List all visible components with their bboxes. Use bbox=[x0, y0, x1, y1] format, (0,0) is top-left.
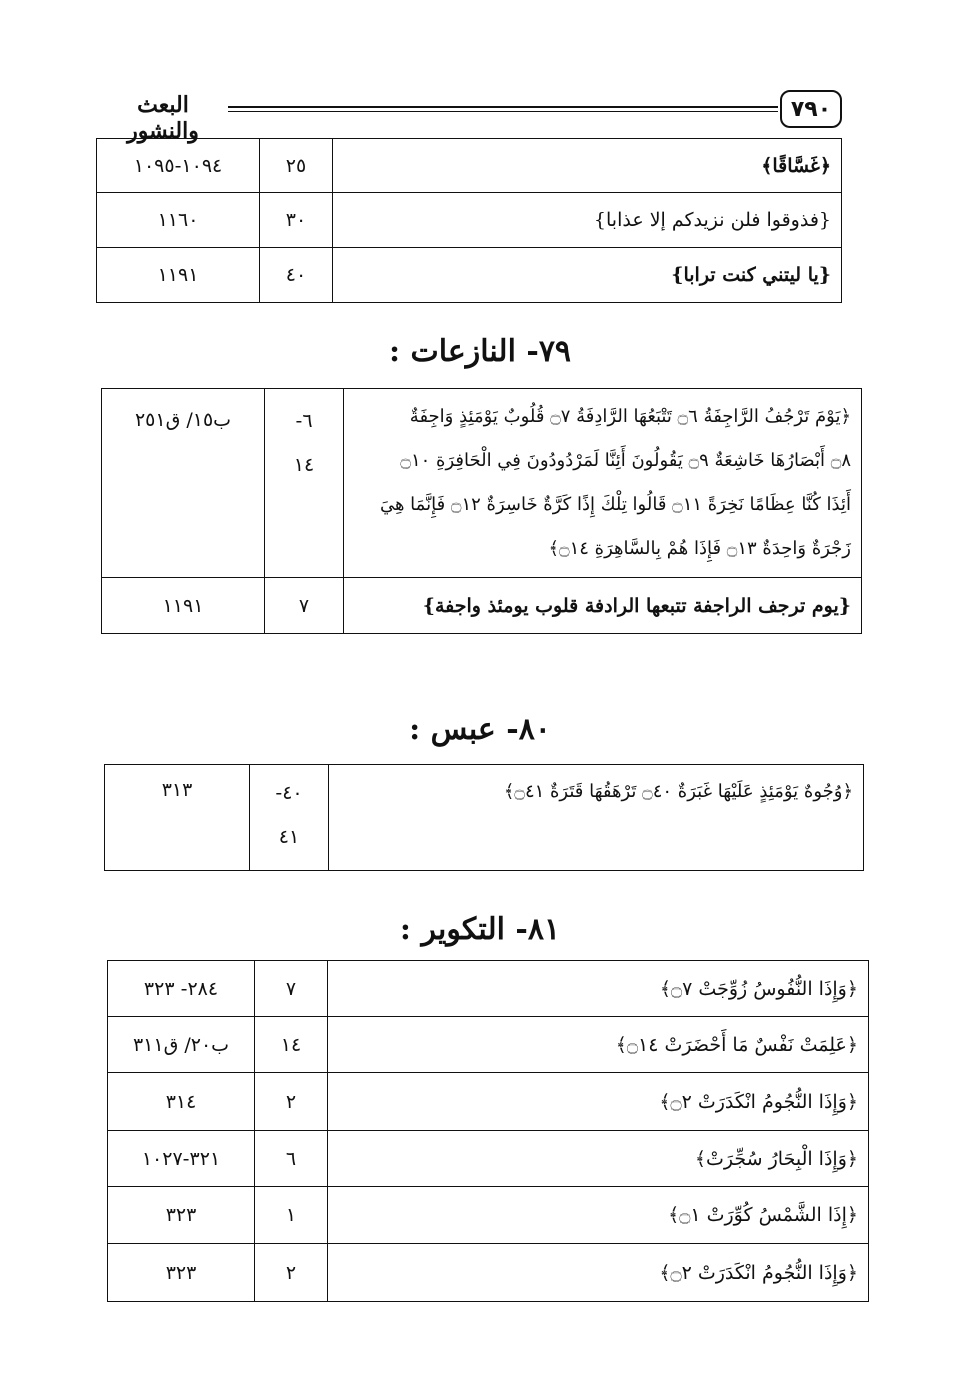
page-reference: ٣١٤ bbox=[108, 1073, 255, 1131]
table-row bbox=[102, 389, 862, 578]
page-reference: ب٢٠/ ق٣١١ bbox=[108, 1017, 255, 1073]
page-reference: ٣٢٣ bbox=[108, 1187, 255, 1244]
quote-text: {فذوقوا فلن نزيدكم إلا عذابا} bbox=[333, 193, 842, 248]
page-reference: ١١٩١ bbox=[97, 248, 260, 303]
verse-number: ٦- bbox=[295, 410, 313, 432]
quran-passage bbox=[344, 389, 862, 578]
verse-number: ٧ bbox=[265, 578, 344, 634]
table-row bbox=[102, 578, 862, 634]
table-section-80 bbox=[104, 764, 864, 871]
table-section-81 bbox=[107, 960, 869, 1302]
passage-line: زَجْرَةٌ وَاحِدَةٌ ۝١٣ فَإِذَا هُمْ بِالسَّاهِرَةِ ۝١٤﴾ bbox=[548, 538, 851, 559]
table-row bbox=[108, 1131, 869, 1187]
page-reference: ٢٨٤- ٣٢٣ bbox=[108, 961, 255, 1017]
quran-verse: ﴿وَإِذَا النُّجُومُ انْكَدَرَتْ ۝٢﴾ bbox=[328, 1244, 869, 1302]
table-row bbox=[108, 1017, 869, 1073]
quran-verse: ﴿وَإِذَا النُّجُومُ انْكَدَرَتْ ۝٢﴾ bbox=[328, 1073, 869, 1131]
book-title: البعث والنشور bbox=[127, 92, 199, 144]
page-reference: ١١٦٠ bbox=[97, 193, 260, 248]
verse-number: ٦ bbox=[255, 1131, 328, 1187]
section-heading-80: ٨٠- عبس : bbox=[409, 712, 551, 747]
verse-number: ٢ bbox=[255, 1244, 328, 1302]
verse-number: ٢٥ bbox=[260, 139, 333, 193]
section-heading-81: ٨١- التكوير : bbox=[399, 912, 561, 947]
verse-range bbox=[265, 389, 344, 578]
quran-verse: ﴿وَإِذَا الْبِحَارُ سُجِّرَتْ﴾ bbox=[328, 1131, 869, 1187]
table-row bbox=[108, 1073, 869, 1131]
page-header bbox=[98, 88, 842, 144]
verse-number: ٤٠ bbox=[260, 248, 333, 303]
passage-line: ﴿يَوْمَ تَرْجُفُ الرَّاجِفَةُ ۝٦ تَتْبَعُهَا الرَّادِفَةُ ۝٧ قُلُوبٌ يَوْمَئِذٍ وَاجِفَةٌ bbox=[409, 406, 851, 427]
page-reference: ٣١٣ bbox=[105, 765, 250, 871]
page-reference: ١٠٩٤-١٠٩٥ bbox=[97, 139, 260, 193]
quote-text: ﴿غَسَّاقًا﴾ bbox=[333, 139, 842, 193]
passage-line: ۝٨ أَبْصَارُهَا خَاشِعَةٌ ۝٩ يَقُولُونَ أَئِنَّا لَمَرْدُودُونَ فِي الْحَافِرَةِ ۝١٠ bbox=[400, 450, 851, 471]
verse-number: ١٤ bbox=[255, 1017, 328, 1073]
quran-verse: ﴿إِذَا الشَّمْسُ كُوِّرَتْ ۝١﴾ bbox=[328, 1187, 869, 1244]
quote-text: {يا ليتني كنت ترابا} bbox=[333, 248, 842, 303]
quran-passage: ﴿وُجُوهٌ يَوْمَئِذٍ عَلَيْهَا غَبَرَةٌ ۝٤٠ تَرْهَقُهَا قَتَرَةٌ ۝٤١﴾ bbox=[329, 765, 864, 871]
verse-number: ٤١ bbox=[278, 826, 300, 848]
quote-text: {يوم ترجف الراجفة تتبعها الرادفة قلوب يومئذ واجفة} bbox=[344, 578, 862, 634]
table-row bbox=[108, 1187, 869, 1244]
page-reference: ٣٢٣ bbox=[108, 1244, 255, 1302]
page-number: ٧٩٠ bbox=[780, 90, 842, 128]
page-reference: ب١٥/ ق٢٥١ bbox=[102, 389, 265, 578]
verse-number: ٤٠- bbox=[275, 782, 303, 804]
passage-line: أَئِذَا كُنَّا عِظَامًا نَخِرَةً ۝١١ قَالُوا تِلْكَ إِذًا كَرَّةٌ خَاسِرَةٌ ۝١٢ فَإِنَّمَا هِيَ bbox=[379, 494, 851, 515]
table-row bbox=[108, 961, 869, 1017]
verse-number: ٣٠ bbox=[260, 193, 333, 248]
table-row bbox=[108, 1244, 869, 1302]
quran-verse: ﴿وَإِذَا النُّفُوسُ زُوِّجَتْ ۝٧﴾ bbox=[328, 961, 869, 1017]
verse-number: ١ bbox=[255, 1187, 328, 1244]
section-heading-79: ٧٩- النازعات : bbox=[388, 334, 572, 369]
quran-verse: ﴿عَلِمَتْ نَفْسٌ مَا أَحْضَرَتْ ۝١٤﴾ bbox=[328, 1017, 869, 1073]
verse-number: ٢ bbox=[255, 1073, 328, 1131]
table-row bbox=[97, 248, 842, 303]
table-section-79 bbox=[101, 388, 862, 634]
verse-number: ١٤ bbox=[293, 454, 315, 476]
table-row bbox=[105, 765, 864, 871]
verse-range bbox=[250, 765, 329, 871]
header-rule bbox=[228, 106, 778, 112]
page-reference: ٣٢١-١٠٢٧ bbox=[108, 1131, 255, 1187]
table-row bbox=[97, 139, 842, 193]
page-reference: ١١٩١ bbox=[102, 578, 265, 634]
table-row bbox=[97, 193, 842, 248]
table-continued bbox=[96, 138, 842, 303]
verse-number: ٧ bbox=[255, 961, 328, 1017]
